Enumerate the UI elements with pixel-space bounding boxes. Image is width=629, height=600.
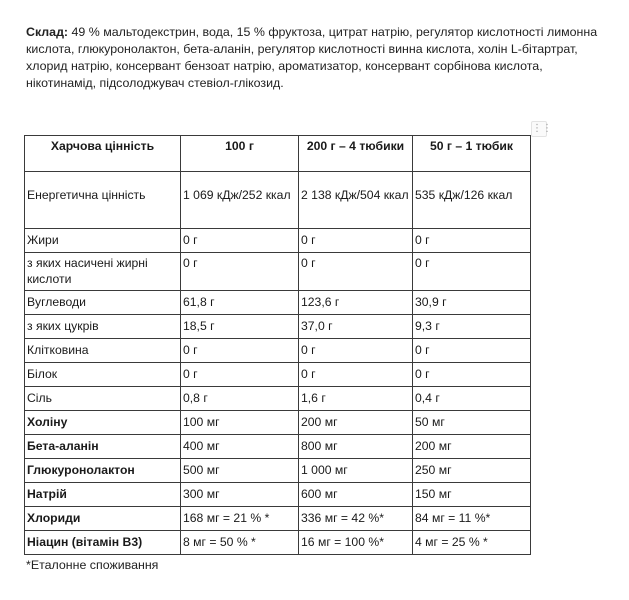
row-label-cell: Натрій	[25, 483, 181, 507]
row-label-cell: Глюкуронолактон	[25, 459, 181, 483]
table-row	[25, 459, 531, 483]
table-row	[25, 315, 531, 339]
value-cell: 0 г	[413, 339, 531, 363]
value-cell: 800 мг	[299, 435, 413, 459]
value-cell: 0 г	[299, 363, 413, 387]
row-label-cell: Бета-аланін	[25, 435, 181, 459]
row-label-cell: Білок	[25, 363, 181, 387]
drag-handle-icon[interactable]: ⋮⋮	[531, 121, 547, 137]
value-cell: 4 мг = 25 % *	[413, 531, 531, 555]
row-label-cell: Ніацин (вітамін B3)	[25, 531, 181, 555]
table-row	[25, 531, 531, 555]
value-cell: 16 мг = 100 %*	[299, 531, 413, 555]
header-50g: 50 г – 1 тюбик	[413, 136, 531, 172]
value-cell: 0,8 г	[181, 387, 299, 411]
table-row	[25, 507, 531, 531]
value-cell: 1 069 кДж/252 ккал	[181, 172, 299, 229]
table-row	[25, 387, 531, 411]
value-cell: 150 мг	[413, 483, 531, 507]
composition-paragraph	[26, 24, 611, 92]
value-cell: 61,8 г	[181, 291, 299, 315]
row-label-cell: Енергетична цінність	[25, 172, 181, 229]
footnote: *Еталонне споживання	[26, 558, 159, 572]
value-cell: 1 000 мг	[299, 459, 413, 483]
value-cell: 8 мг = 50 % *	[181, 531, 299, 555]
value-cell: 100 мг	[181, 411, 299, 435]
value-cell: 0 г	[181, 339, 299, 363]
value-cell: 0 г	[413, 229, 531, 253]
value-cell: 250 мг	[413, 459, 531, 483]
value-cell: 2 138 кДж/504 ккал	[299, 172, 413, 229]
composition-text: 49 % мальтодекстрин, вода, 15 % фруктоза, цитрат натрію, регулятор кислотності лимонна кислота, глюкуронолактон, бета-аланін, регулятор кислотності винна кислота, холін L-бітартрат, хлорид натрію, консервант бензоат натрію, ароматизатор, консервант сорбінова кислота, нікотинамід, підсолоджувач стевіол-глікозид.	[26, 25, 598, 90]
value-cell: 168 мг = 21 % *	[181, 507, 299, 531]
row-label-cell: з яких насичені жирні кислоти	[25, 253, 181, 291]
value-cell: 37,0 г	[299, 315, 413, 339]
value-cell: 0 г	[299, 339, 413, 363]
row-label-cell: Хлориди	[25, 507, 181, 531]
value-cell: 1,6 г	[299, 387, 413, 411]
value-cell: 200 мг	[413, 435, 531, 459]
table-row	[25, 483, 531, 507]
composition-label: Склад:	[26, 25, 69, 39]
value-cell: 0 г	[181, 253, 299, 291]
value-cell: 0 г	[181, 363, 299, 387]
table-row	[25, 339, 531, 363]
value-cell: 535 кДж/126 ккал	[413, 172, 531, 229]
value-cell: 336 мг = 42 %*	[299, 507, 413, 531]
value-cell: 9,3 г	[413, 315, 531, 339]
value-cell: 400 мг	[181, 435, 299, 459]
row-label-cell: Жири	[25, 229, 181, 253]
table-header-row	[25, 136, 531, 172]
row-label-cell: Сіль	[25, 387, 181, 411]
value-cell: 300 мг	[181, 483, 299, 507]
value-cell: 0 г	[413, 363, 531, 387]
nutrition-table	[24, 135, 531, 555]
value-cell: 600 мг	[299, 483, 413, 507]
value-cell: 84 мг = 11 %*	[413, 507, 531, 531]
table-row	[25, 229, 531, 253]
value-cell: 0 г	[299, 253, 413, 291]
row-label-cell: з яких цукрів	[25, 315, 181, 339]
value-cell: 0,4 г	[413, 387, 531, 411]
value-cell: 123,6 г	[299, 291, 413, 315]
row-label-cell: Клітковина	[25, 339, 181, 363]
value-cell: 30,9 г	[413, 291, 531, 315]
value-cell: 18,5 г	[181, 315, 299, 339]
table-row	[25, 363, 531, 387]
row-label-cell: Вуглеводи	[25, 291, 181, 315]
value-cell: 0 г	[299, 229, 413, 253]
value-cell: 500 мг	[181, 459, 299, 483]
value-cell: 50 мг	[413, 411, 531, 435]
value-cell: 200 мг	[299, 411, 413, 435]
value-cell: 0 г	[413, 253, 531, 291]
header-nutrition: Харчова цінність	[25, 136, 181, 172]
table-row	[25, 435, 531, 459]
table-row	[25, 172, 531, 229]
table-row	[25, 253, 531, 291]
header-200g: 200 г – 4 тюбики	[299, 136, 413, 172]
header-100g: 100 г	[181, 136, 299, 172]
table-row	[25, 291, 531, 315]
row-label-cell: Холіну	[25, 411, 181, 435]
table-row	[25, 411, 531, 435]
value-cell: 0 г	[181, 229, 299, 253]
